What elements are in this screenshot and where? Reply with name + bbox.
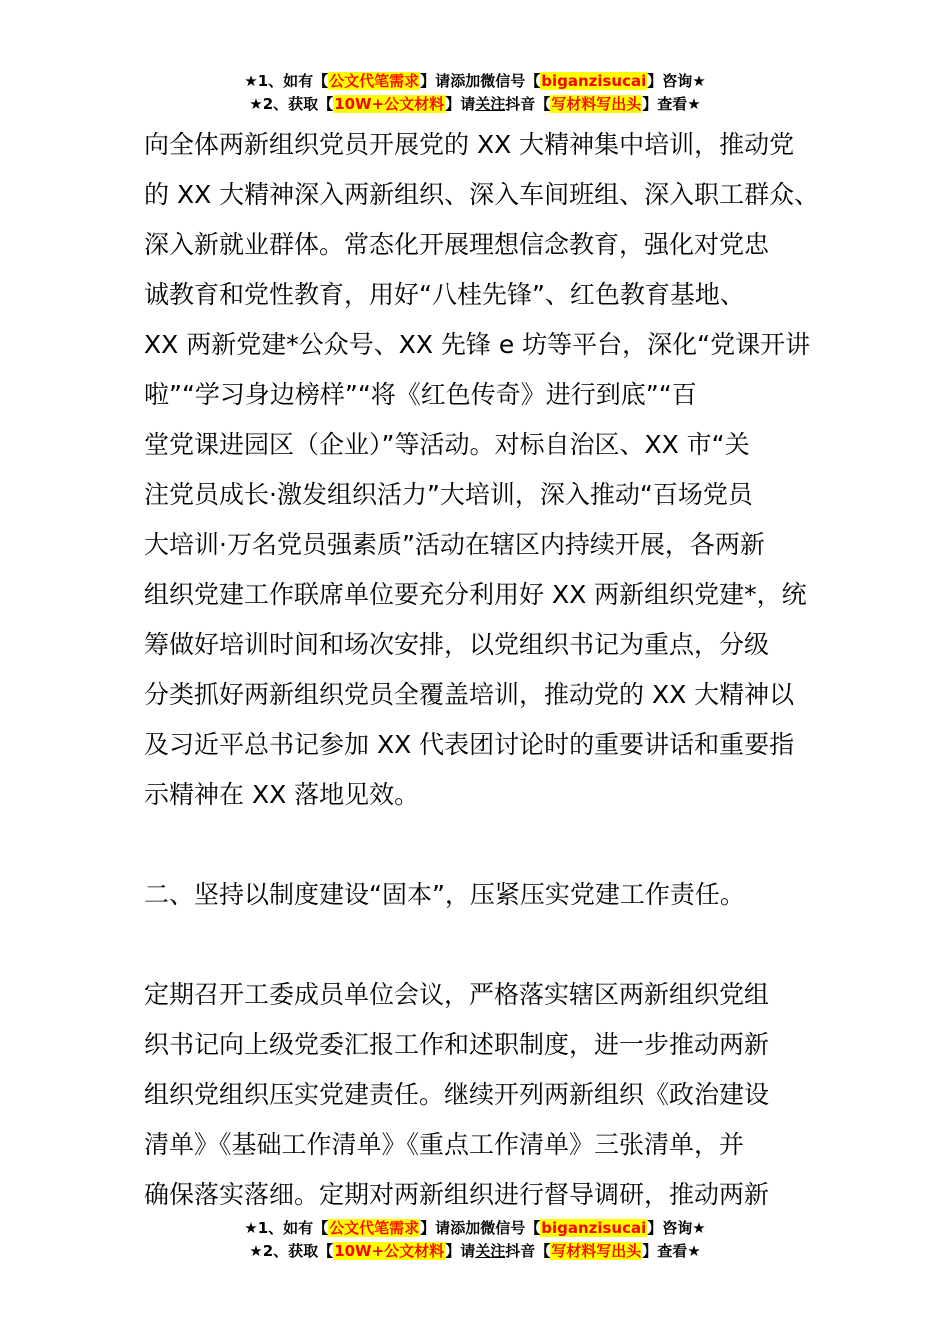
text-line: 堂党课进园区（企业）”等活动。对标自治区、XX 市“关	[144, 430, 750, 459]
wechat-id-highlight: biganzisucai	[541, 1219, 647, 1237]
promo-text: 】请	[420, 72, 451, 90]
text-line: 定期召开工委成员单位会议，严格落实辖区两新组织党组	[144, 980, 770, 1009]
wechat-id-highlight: biganzisucai	[541, 72, 647, 90]
promo-line-1	[0, 1217, 950, 1240]
text-line: 向全体两新组织党员开展党的 XX 大精神集中培训，推动党	[144, 130, 795, 159]
text-line: 深入新就业群体。常态化开展理想信念教育，强化对党忠	[144, 230, 770, 259]
text-line: 分类抓好两新组织党员全覆盖培训，推动党的 XX 大精神以	[144, 680, 795, 709]
promo-text: ★2、获取【	[249, 1242, 334, 1260]
bottom-promo-banner	[0, 1217, 950, 1263]
top-promo-banner	[0, 70, 950, 116]
text-line: 织书记向上级党委汇报工作和述职制度，进一步推动两新	[144, 1030, 770, 1059]
promo-text: 微信号【	[480, 1219, 541, 1237]
promo-text: ★1、如有【	[244, 72, 329, 90]
promo-text: 】咨询★	[647, 1219, 706, 1237]
text-line: 确保落实落细。定期对两新组织进行督导调研，推动两新	[144, 1180, 770, 1209]
promo-text: 】咨询★	[647, 72, 706, 90]
text-line: 示精神在 XX 落地见效。	[144, 780, 420, 809]
promo-text: 抖音【	[505, 1242, 551, 1260]
promo-line-2	[0, 1240, 950, 1263]
text-line: XX 两新党建*公众号、XX 先锋 e 坊等平台，深化“党课开讲	[144, 330, 811, 359]
promo-text: 抖音【	[505, 95, 551, 113]
paragraph-spacer	[144, 920, 824, 970]
promo-text: 】查看★	[642, 1242, 701, 1260]
promo-emphasis: 关注	[475, 95, 506, 113]
promo-line-2	[0, 93, 950, 116]
promo-text: 】请	[420, 1219, 451, 1237]
promo-text: 】查看★	[642, 95, 701, 113]
promo-text: 微信号【	[480, 72, 541, 90]
promo-highlight: 公文代笔需求	[329, 72, 420, 90]
promo-emphasis: 添加	[450, 72, 481, 90]
paragraph-1	[144, 120, 824, 820]
promo-line-1	[0, 70, 950, 93]
text-line: 筹做好培训时间和场次安排，以党组织书记为重点，分级	[144, 630, 770, 659]
text-line: 的 XX 大精神深入两新组织、深入车间班组、深入职工群众、	[144, 180, 820, 209]
promo-text: 】请	[445, 1242, 476, 1260]
document-body	[144, 120, 824, 1220]
text-line: 及习近平总书记参加 XX 代表团讨论时的重要讲话和重要指	[144, 730, 795, 759]
text-line: 清单》《基础工作清单》《重点工作清单》三张清单，并	[144, 1130, 745, 1159]
text-line: 组织党建工作联席单位要充分利用好 XX 两新组织党建*，统	[144, 580, 807, 609]
promo-text: 】请	[445, 95, 476, 113]
text-line: 注党员成长·激发组织活力”大培训，深入推动“百场党员	[144, 480, 753, 509]
promo-highlight: 10W+公文材料	[334, 95, 445, 113]
douyin-id-highlight: 写材料写出头	[551, 95, 642, 113]
text-line: 诚教育和党性教育，用好“八桂先锋”、红色教育基地、	[144, 280, 745, 309]
douyin-id-highlight: 写材料写出头	[551, 1242, 642, 1260]
paragraph-2	[144, 970, 824, 1220]
promo-text: ★1、如有【	[244, 1219, 329, 1237]
text-line: 组织党组织压实党建责任。继续开列两新组织《政治建设	[144, 1080, 770, 1109]
section-heading: 二、坚持以制度建设“固本”，压紧压实党建工作责任。	[144, 880, 745, 909]
promo-highlight: 公文代笔需求	[329, 1219, 420, 1237]
text-line: 大培训·万名党员强素质”活动在辖区内持续开展，各两新	[144, 530, 765, 559]
promo-text: ★2、获取【	[249, 95, 334, 113]
promo-highlight: 10W+公文材料	[334, 1242, 445, 1260]
promo-emphasis: 添加	[450, 1219, 481, 1237]
promo-emphasis: 关注	[475, 1242, 506, 1260]
paragraph-spacer	[144, 820, 824, 870]
text-line: 啦”“学习身边榜样”“将《红色传奇》进行到底”“百	[144, 380, 697, 409]
